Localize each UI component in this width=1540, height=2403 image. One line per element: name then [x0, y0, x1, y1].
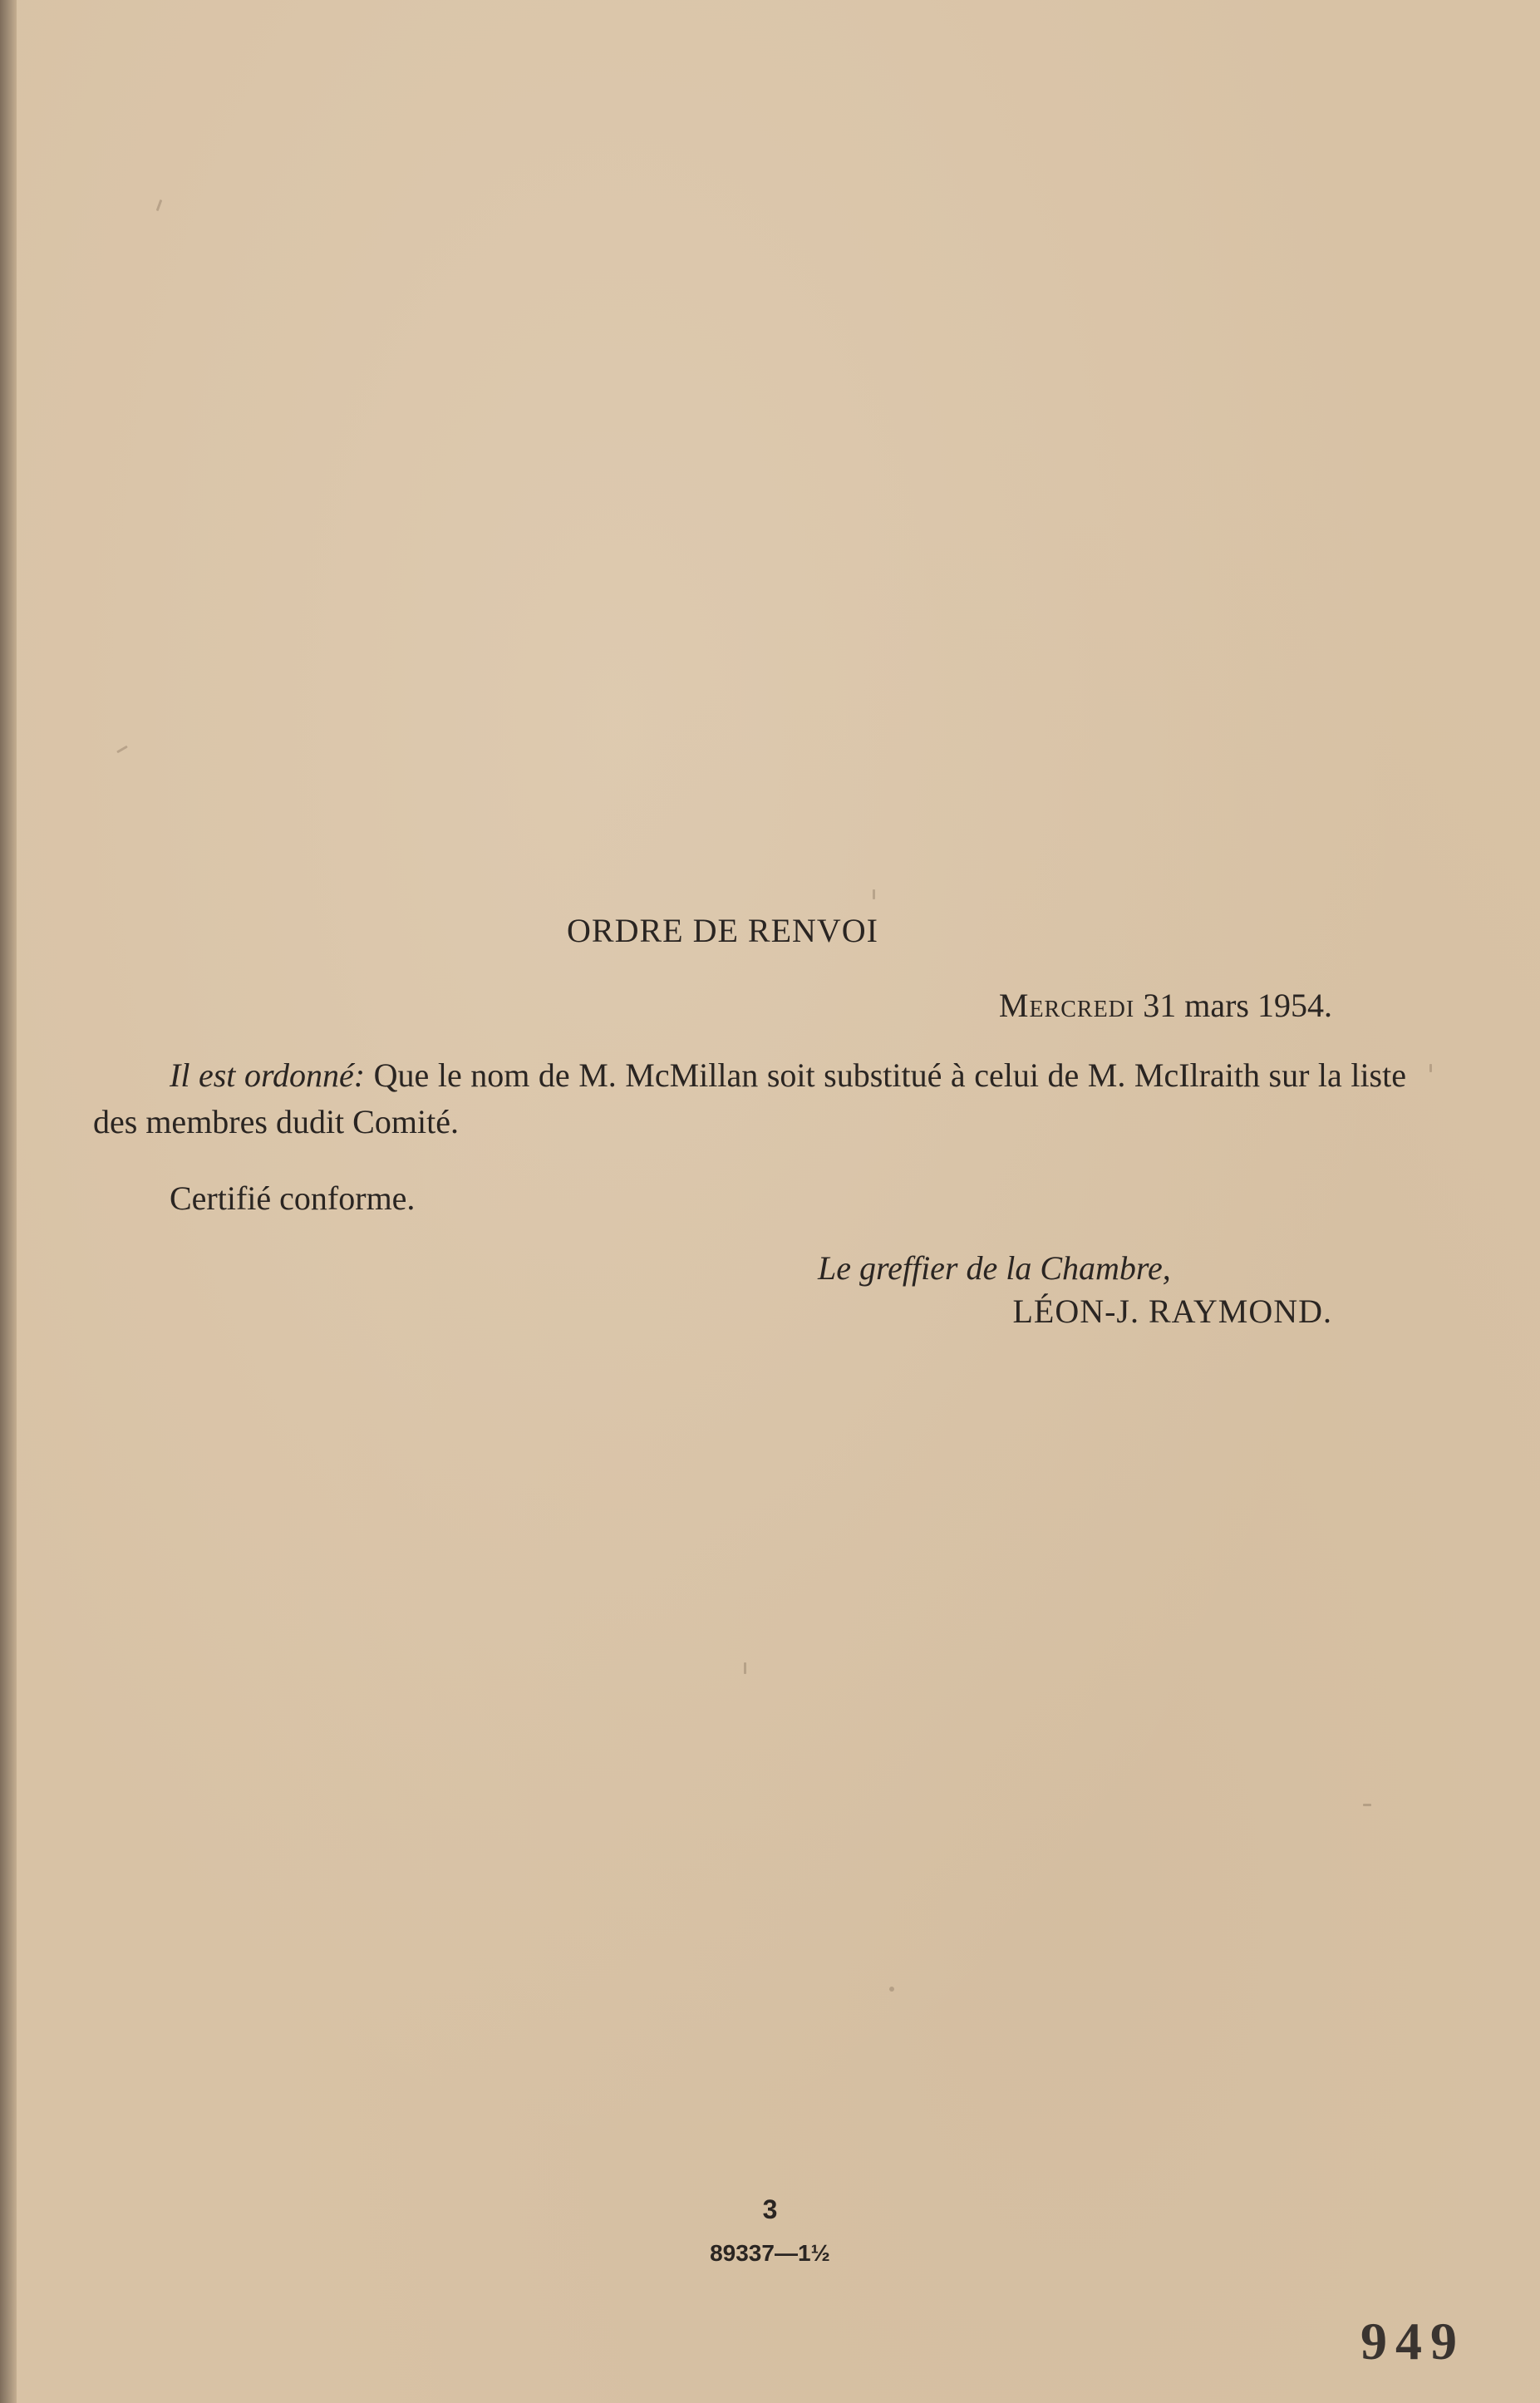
paper-fleck — [1363, 1804, 1371, 1806]
binding-edge — [0, 0, 17, 2403]
certification-line: Certifié conforme. — [170, 1179, 416, 1217]
clerk-title: Le greffier de la Chambre, — [818, 1249, 1171, 1287]
order-paragraph — [93, 1052, 1406, 1145]
order-body: Que le nom de M. McMillan soit substitué à celui de M. McIlraith sur la liste des membres dudit Comité. — [93, 1056, 1406, 1140]
paper-fleck — [1429, 1064, 1432, 1072]
paper-fleck — [116, 746, 128, 754]
clerk-name: LÉON-J. RAYMOND. — [1012, 1293, 1332, 1330]
order-lead: Il est ordonné: — [170, 1056, 366, 1094]
stamped-page-number: 949 — [1360, 2312, 1465, 2371]
paper-fleck — [873, 889, 875, 899]
page-number: 3 — [762, 2194, 778, 2224]
paper-fleck — [889, 1987, 894, 1992]
paper-fleck — [744, 1662, 746, 1674]
document-title: ORDRE DE RENVOI — [567, 912, 878, 949]
paper-fleck — [156, 199, 163, 211]
print-code: 89337—1½ — [710, 2240, 830, 2266]
date-weekday: Mercredi — [998, 987, 1135, 1024]
document-date — [999, 986, 1332, 1025]
date-rest: 31 mars 1954. — [1134, 987, 1332, 1024]
